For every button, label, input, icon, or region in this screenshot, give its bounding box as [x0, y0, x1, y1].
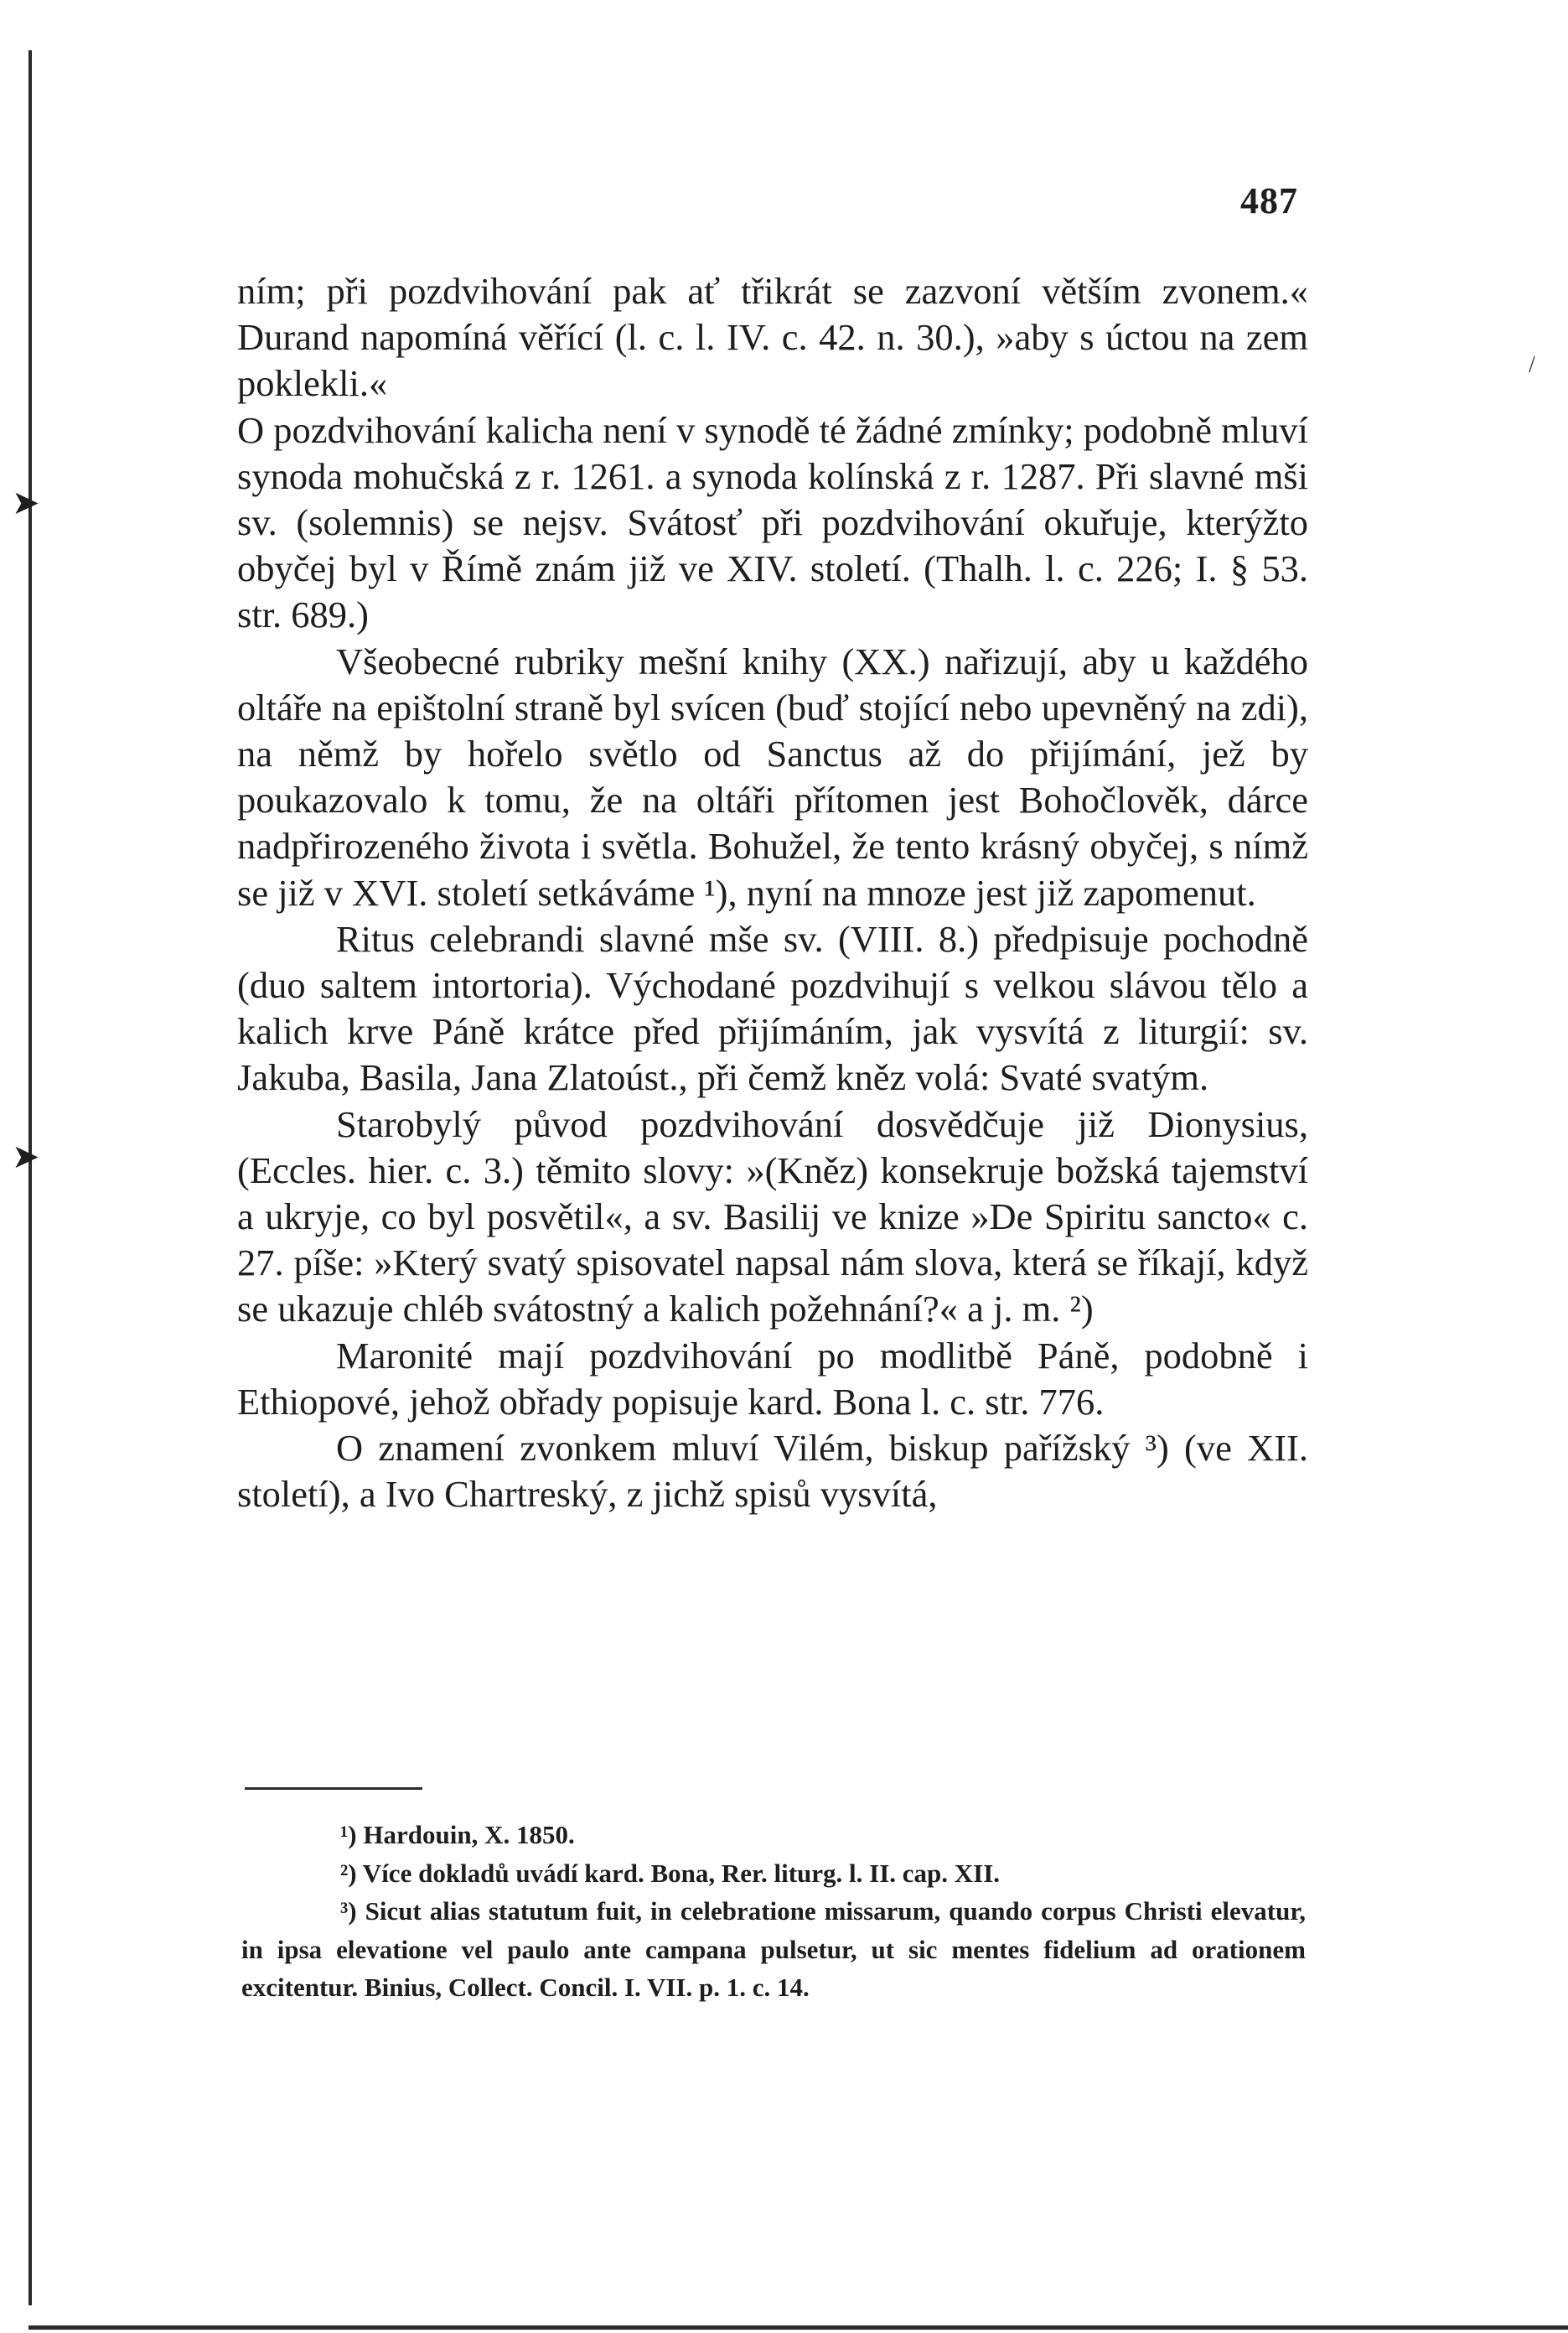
page-border-left — [28, 50, 32, 2305]
footnotes — [241, 1816, 1306, 2007]
margin-mark: / — [1529, 352, 1535, 378]
body-text — [237, 268, 1308, 1517]
paragraph: O znamení zvonkem mluví Vilém, biskup pařížský ³) (ve XII. století), a Ivo Chartreský, z jichž spisů vysvítá, — [237, 1427, 1308, 1516]
paragraph: ním; při pozdvihování pak ať třikrát se zazvoní větším zvonem.« Durand napomíná věřící (l. c. l. IV. c. 42. n. 30.), »aby s úctou na zem poklekli.« — [237, 270, 1308, 405]
footnote: ¹) Hardouin, X. 1850. — [340, 1820, 575, 1849]
paragraph: Starobylý původ pozdvihování dosvědčuje již Dionysius, (Eccles. hier. c. 3.) těmito slovy: »(Kněz) konsekruje božská tajemství a ukryje, co byl posvětil«, a sv. Basilij ve knize »De Spiritu sancto« c. 27. píše: »Který svatý spisovatel napsal nám slova, která se říkají, když se ukazuje chléb svátostný a kalich požehnání?« a j. m. ²) — [237, 1102, 1308, 1330]
margin-arrow-icon: ➤ — [12, 484, 40, 521]
paragraph: Maronité mají pozdvihování po modlitbě Páně, podobně i Ethiopové, jehož obřady popisuje kard. Bona l. c. str. 776. — [237, 1334, 1308, 1423]
paragraph: O pozdvihování kalicha není v synodě té žádné zmínky; podobně mluví synoda mohučská z r. 1261. a synoda kolínská z r. 1287. Při slavné mši sv. (solemnis) se nejsv. Svátosť při pozdvihování okuřuje, kterýžto obyčej byl v Římě znám již ve XIV. století. (Thalh. l. c. 226; I. § 53. str. 689.) — [237, 408, 1308, 636]
page-border-bottom — [28, 2325, 1568, 2330]
footnote-divider — [245, 1787, 422, 1790]
footnote: ²) Více dokladů uvádí kard. Bona, Rer. liturg. l. II. cap. XII. — [340, 1858, 1001, 1888]
paragraph: Všeobecné rubriky mešní knihy (XX.) nařizují, aby u každého oltáře na epištolní straně byl svícen (buď stojící nebo upevněný na zdi), na němž by hořelo světlo od Sanctus až do přijímání, jež by poukazovalo k tomu, že na oltáři přítomen jest Bohočlověk, dárce nadpřirozeného života i světla. Bohužel, že tento krásný obyčej, s nímž se již v XVI. století setkáváme ¹), nyní na mnoze jest již zapomenut. — [237, 640, 1308, 914]
footnote: ³) Sicut alias statutum fuit, in celebratione missarum, quando corpus Christi elevatur, in ipsa elevatione vel paulo ante campana pulsetur, ut sic mentes fidelium ad orationem excitentur. Binius, Collect. Concil. I. VII. p. 1. c. 14. — [241, 1896, 1306, 2002]
paragraph: Ritus celebrandi slavné mše sv. (VIII. 8.) předpisuje pochodně (duo saltem intortoria). Východané pozdvihují s velkou slávou tělo a kalich krve Páně krátce před přijímáním, jak vysvítá z liturgií: sv. Jakuba, Basila, Jana Zlatoúst., při čemž kněz volá: Svaté svatým. — [237, 917, 1308, 1099]
margin-arrow-icon: ➤ — [12, 1138, 40, 1175]
page-number: 487 — [1240, 180, 1298, 221]
